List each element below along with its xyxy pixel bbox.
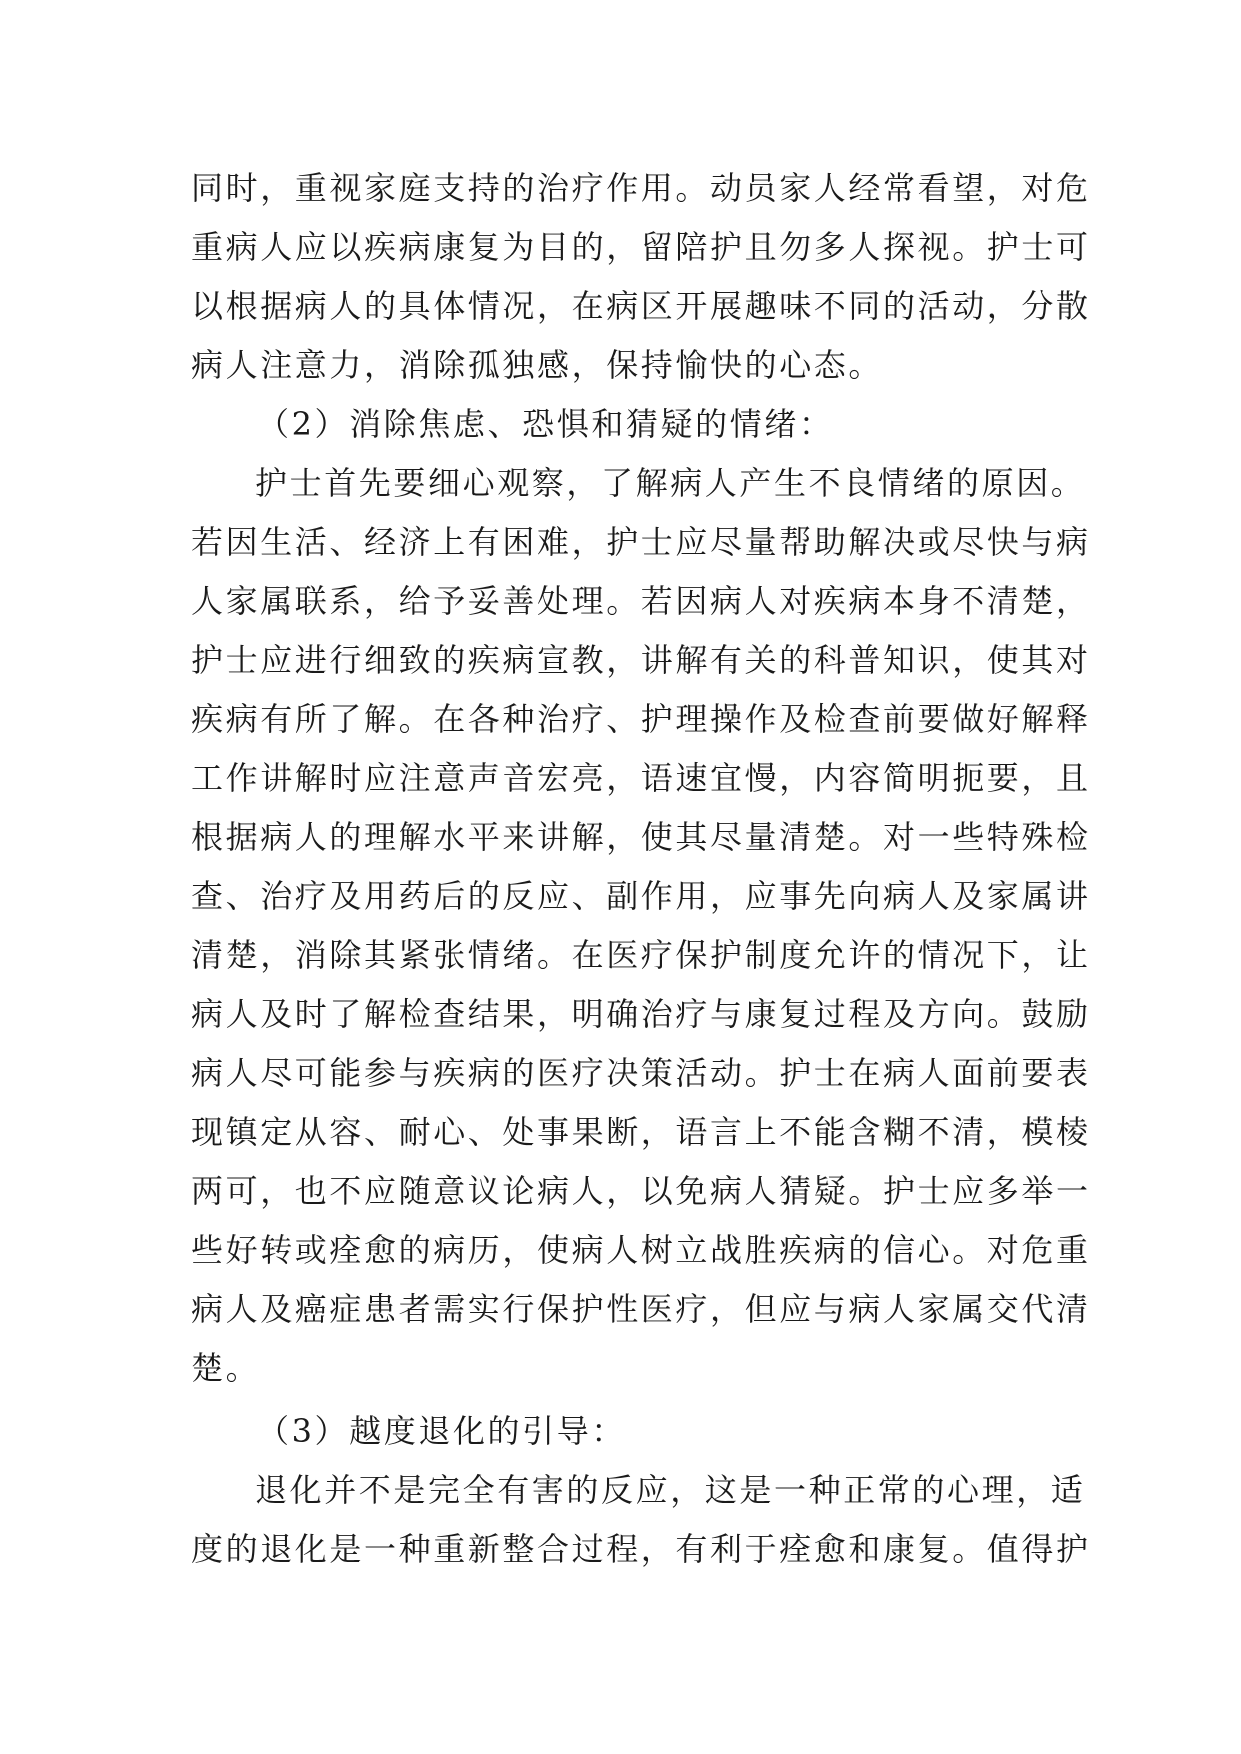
text-line: 根据病人的理解水平来讲解，使其尽量清楚。对一些特殊检: [191, 818, 1091, 856]
text-line: 重病人应以疾病康复为目的，留陪护且勿多人探视。护士可: [191, 228, 1091, 266]
text-line: 工作讲解时应注意声音宏亮，语速宜慢，内容简明扼要，且: [191, 759, 1091, 797]
document-body: [191, 159, 1091, 1579]
paragraph-first-line: 护士首先要细心观察，了解病人产生不良情绪的原因。: [255, 464, 1086, 502]
section-heading: （3）越度退化的引导：: [257, 1412, 626, 1450]
text-line: 人家属联系，给予妥善处理。若因病人对疾病本身不清楚，: [191, 582, 1091, 620]
text-line: 护士应进行细致的疾病宣教，讲解有关的科普知识，使其对: [191, 641, 1091, 679]
text-line: 清楚，消除其紧张情绪。在医疗保护制度允许的情况下，让: [191, 936, 1091, 974]
paragraph-first-line: 退化并不是完全有害的反应，这是一种正常的心理，适: [255, 1471, 1086, 1509]
text-line: 病人注意力，消除孤独感，保持愉快的心态。: [191, 346, 884, 384]
text-line: 些好转或痊愈的病历，使病人树立战胜疾病的信心。对危重: [191, 1231, 1091, 1269]
text-line: 现镇定从容、耐心、处事果断，语言上不能含糊不清，模棱: [191, 1113, 1091, 1151]
text-line: 病人尽可能参与疾病的医疗决策活动。护士在病人面前要表: [191, 1054, 1091, 1092]
text-line: 同时，重视家庭支持的治疗作用。动员家人经常看望，对危: [191, 169, 1091, 207]
text-line: 病人及癌症患者需实行保护性医疗，但应与病人家属交代清: [191, 1290, 1091, 1328]
text-line: 若因生活、经济上有困难，护士应尽量帮助解决或尽快与病: [191, 523, 1091, 561]
text-line: 病人及时了解检查结果，明确治疗与康复过程及方向。鼓励: [191, 995, 1091, 1033]
text-line: 以根据病人的具体情况，在病区开展趣味不同的活动，分散: [191, 287, 1091, 325]
text-line: 两可，也不应随意议论病人，以免病人猜疑。护士应多举一: [191, 1172, 1091, 1210]
section-heading: （2）消除焦虑、恐惧和猜疑的情绪：: [257, 405, 834, 443]
text-line: 疾病有所了解。在各种治疗、护理操作及检查前要做好解释: [191, 700, 1091, 738]
text-line: 查、治疗及用药后的反应、副作用，应事先向病人及家属讲: [191, 877, 1091, 915]
text-line: 度的退化是一种重新整合过程，有利于痊愈和康复。值得护: [191, 1530, 1091, 1568]
text-line: 楚。: [191, 1349, 261, 1387]
